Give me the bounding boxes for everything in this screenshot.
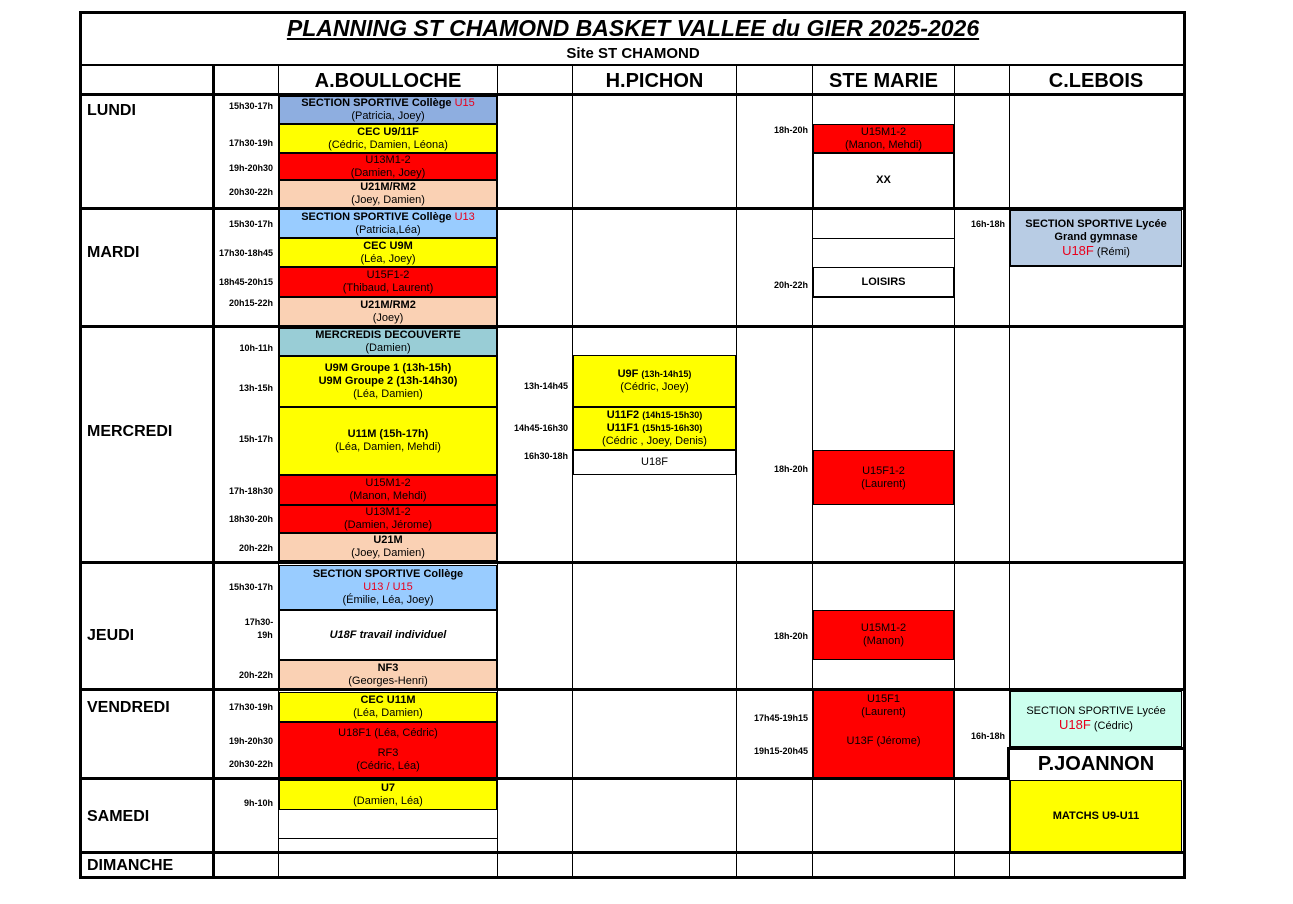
venue-lebois: C.LEBOIS bbox=[1048, 70, 1144, 92]
session-block bbox=[813, 267, 954, 297]
time-label: 20h-22h bbox=[238, 543, 273, 553]
time-label: 15h30-17h bbox=[228, 582, 273, 592]
session-block bbox=[813, 610, 954, 660]
session-title: U18F travail individuel bbox=[329, 628, 447, 641]
session-coaches: (Damien, Joey) bbox=[350, 166, 426, 179]
session-block bbox=[279, 533, 497, 561]
session-block bbox=[279, 124, 497, 153]
session-block bbox=[279, 328, 497, 356]
time-label: 13h-15h bbox=[238, 383, 273, 393]
time-label: 20h-22h bbox=[238, 670, 273, 680]
session-title: U11F2 bbox=[606, 409, 640, 421]
session-block bbox=[279, 610, 497, 660]
session-block bbox=[813, 124, 954, 153]
session-title: U15F1-2 bbox=[366, 269, 410, 281]
session-block bbox=[573, 355, 736, 407]
session-title: U9F bbox=[617, 368, 639, 380]
session-coaches: (Cédric, Léa) bbox=[356, 760, 420, 773]
time-label: 17h45-19h15 bbox=[753, 713, 808, 723]
time-label: 15h30-17h bbox=[228, 219, 273, 229]
session-title: SECTION SPORTIVE Collège bbox=[301, 97, 455, 109]
session-coaches: (Manon) bbox=[863, 635, 904, 647]
site-subtitle: Site ST CHAMOND bbox=[566, 45, 700, 62]
session-block bbox=[813, 690, 954, 778]
day-vendredi: VENDREDI bbox=[87, 699, 170, 716]
session-coaches: (Joey, Damien) bbox=[351, 194, 425, 206]
session-coaches: (Manon, Mehdi) bbox=[844, 138, 923, 151]
time-label: 14h45-16h30 bbox=[513, 423, 568, 433]
time-label: 20h30-22h bbox=[228, 759, 273, 769]
session-title-2: U9M Groupe 2 (13h-14h30) bbox=[318, 375, 458, 387]
session-title: XX bbox=[876, 174, 891, 186]
time-label: 19h-20h30 bbox=[228, 736, 273, 746]
session-title: LOISIRS bbox=[861, 275, 906, 288]
session-coaches: (Cédric, Damien, Léona) bbox=[328, 138, 448, 151]
session-coaches: (Patricia,Léa) bbox=[355, 223, 421, 236]
time-label: 9h-10h bbox=[243, 798, 273, 808]
time-label: 20h15-22h bbox=[228, 298, 273, 308]
session-title: NF3 bbox=[377, 661, 399, 674]
day-mardi: MARDI bbox=[87, 244, 140, 261]
session-title: SECTION SPORTIVE Lycée bbox=[1025, 217, 1167, 230]
day-dimanche: DIMANCHE bbox=[87, 857, 174, 874]
session-coaches: (Joey, Damien) bbox=[351, 547, 425, 559]
session-title: U15F1 bbox=[866, 693, 901, 705]
time-label: 17h30- bbox=[244, 617, 274, 627]
session-title: CEC U9/11F bbox=[357, 125, 419, 138]
time-label: 17h30-19h bbox=[228, 138, 273, 148]
session-block bbox=[279, 780, 497, 810]
session-coaches: (Manon, Mehdi) bbox=[349, 490, 427, 502]
time-label: 20h-22h bbox=[773, 280, 808, 290]
session-title: CEC U9M bbox=[363, 239, 413, 252]
session-title-2: RF3 bbox=[377, 747, 399, 760]
session-title-2: U11F1 bbox=[606, 422, 640, 434]
session-title: U15M1-2 bbox=[860, 125, 907, 138]
session-title: U13M1-2 bbox=[365, 153, 411, 166]
session-title-2: U13F (Jérome) bbox=[846, 735, 921, 747]
time-label: 16h30-18h bbox=[523, 451, 568, 461]
session-coaches: (Léa, Damien) bbox=[353, 707, 423, 719]
session-block bbox=[573, 407, 736, 450]
session-block bbox=[279, 267, 497, 297]
session-block bbox=[1010, 210, 1182, 266]
session-title: SECTION SPORTIVE Lycée bbox=[1026, 705, 1166, 717]
time-label: 18h-20h bbox=[773, 125, 808, 135]
session-coaches: (Cédric , Joey, Denis) bbox=[602, 435, 707, 447]
time-label: 20h30-22h bbox=[228, 187, 273, 197]
session-coaches: (Joey) bbox=[372, 311, 404, 324]
session-block bbox=[279, 722, 497, 778]
time-label: 17h-18h30 bbox=[228, 486, 273, 496]
session-coaches: (Georges-Henri) bbox=[348, 674, 428, 687]
session-coaches: (Laurent) bbox=[861, 477, 906, 490]
session-coaches: (Cédric, Joey) bbox=[620, 381, 689, 393]
day-lundi: LUNDI bbox=[87, 102, 136, 119]
session-title: U9M Groupe 1 (13h-15h) bbox=[324, 362, 452, 374]
session-block bbox=[279, 356, 497, 407]
session-block bbox=[1010, 780, 1182, 852]
session-block bbox=[813, 153, 954, 208]
session-title: U18F1 (Léa, Cédric) bbox=[338, 726, 438, 739]
session-block bbox=[279, 505, 497, 533]
session-coaches: (Cédric) bbox=[1093, 720, 1133, 732]
session-coaches: (Damien, Jérome) bbox=[343, 519, 433, 531]
venue-ste-marie: STE MARIE bbox=[829, 70, 938, 92]
session-title: CEC U11M bbox=[360, 694, 416, 706]
time-label: 19h15-20h45 bbox=[753, 746, 808, 756]
session-coaches: (Léa, Damien) bbox=[353, 388, 423, 400]
session-block bbox=[279, 660, 497, 689]
session-title: U13M1-2 bbox=[365, 506, 411, 518]
session-coaches: (Thibaud, Laurent) bbox=[342, 282, 434, 294]
time-label: 17h30-19h bbox=[228, 702, 273, 712]
day-jeudi: JEUDI bbox=[87, 627, 135, 644]
session-title: MERCREDIS DECOUVERTE bbox=[315, 329, 461, 341]
session-title: U11M (15h-17h) bbox=[347, 428, 429, 440]
time-label: 15h-17h bbox=[238, 434, 273, 444]
time-label: 18h-20h bbox=[773, 631, 808, 641]
time-label: 17h30-18h45 bbox=[218, 248, 273, 258]
session-team: U18F bbox=[1062, 242, 1094, 258]
venue-joannon: P.JOANNON bbox=[1037, 753, 1155, 775]
time-label: 10h-11h bbox=[239, 343, 273, 353]
session-coaches: (Léa, Damien, Mehdi) bbox=[335, 441, 441, 453]
session-coaches: (Damien, Léa) bbox=[353, 795, 423, 807]
session-coaches: (Laurent) bbox=[861, 706, 906, 718]
session-title: U15M1-2 bbox=[365, 477, 411, 489]
session-title: U15M1-2 bbox=[860, 622, 907, 634]
session-team: U13 bbox=[454, 210, 475, 223]
time-label: 18h45-20h15 bbox=[218, 277, 273, 287]
time-label: 13h-14h45 bbox=[523, 381, 568, 391]
session-title: U21M/RM2 bbox=[360, 181, 416, 193]
session-coaches: (Léa, Joey) bbox=[360, 252, 416, 265]
session-hours-2: (15h15-16h30) bbox=[642, 423, 703, 433]
time-label: 16h-18h bbox=[970, 219, 1005, 229]
session-title: MATCHS U9-U11 bbox=[1052, 809, 1140, 822]
session-block bbox=[279, 407, 497, 475]
day-samedi: SAMEDI bbox=[87, 808, 150, 825]
session-hours: (14h15-15h30) bbox=[642, 410, 703, 420]
session-block bbox=[573, 450, 736, 475]
time-label: 19h-20h30 bbox=[228, 163, 273, 173]
session-title: U21M bbox=[373, 534, 403, 546]
session-block bbox=[279, 565, 497, 610]
venue-boulloche: A.BOULLOCHE bbox=[314, 70, 462, 92]
session-block bbox=[813, 450, 954, 505]
time-label: 19h bbox=[257, 630, 273, 640]
session-block bbox=[279, 692, 497, 722]
session-block bbox=[279, 238, 497, 267]
session-block bbox=[279, 153, 497, 180]
session-team: U18F bbox=[1059, 717, 1091, 732]
venue-pichon: H.PICHON bbox=[605, 70, 704, 92]
session-coaches: (Patricia, Joey) bbox=[351, 110, 425, 122]
time-label: 18h30-20h bbox=[228, 514, 273, 524]
session-title: U21M/RM2 bbox=[360, 298, 416, 311]
day-mercredi: MERCREDI bbox=[87, 423, 173, 440]
session-hours: (13h-14h15) bbox=[641, 369, 692, 379]
session-title: SECTION SPORTIVE Collège bbox=[301, 210, 455, 223]
page-title bbox=[80, 14, 1186, 42]
session-block bbox=[279, 475, 497, 505]
time-label: 18h-20h bbox=[773, 464, 808, 474]
session-coaches: (Damien) bbox=[365, 342, 411, 354]
session-block bbox=[1010, 691, 1182, 747]
session-team: U15 bbox=[454, 97, 475, 109]
session-location: Grand gymnase bbox=[1054, 230, 1138, 243]
session-title: SECTION SPORTIVE Collège bbox=[312, 568, 464, 580]
session-block bbox=[279, 209, 497, 238]
session-team: U13 / U15 bbox=[363, 581, 413, 593]
session-title: U7 bbox=[380, 782, 396, 794]
session-title: U18F bbox=[641, 456, 668, 468]
session-coaches: (Rémi) bbox=[1096, 245, 1130, 258]
session-block bbox=[279, 180, 497, 208]
session-block bbox=[279, 297, 497, 326]
session-block bbox=[279, 96, 497, 124]
time-label: 15h30-17h bbox=[228, 101, 273, 111]
session-title: U15F1-2 bbox=[862, 464, 905, 477]
title-text: PLANNING ST CHAMOND BASKET VALLEE du GIER 2025-2026 bbox=[286, 15, 980, 41]
session-coaches: (Émilie, Léa, Joey) bbox=[342, 594, 434, 606]
time-label: 16h-18h bbox=[970, 731, 1005, 741]
